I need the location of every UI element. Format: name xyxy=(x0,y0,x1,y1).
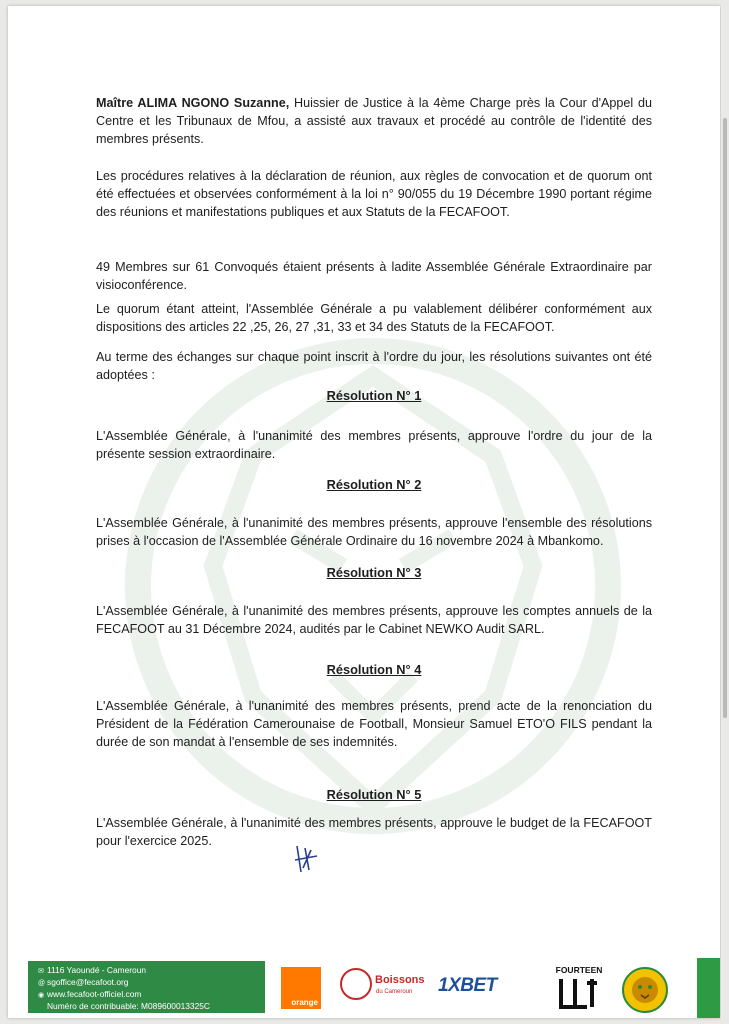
resolutions-intro-paragraph: Au terme des échanges sur chaque point inscrit à l'ordre du jour, les résolutions suivantes ont été adoptées : xyxy=(96,350,652,382)
bailiff-description: Huissier de Justice à la 4ème Charge près la Cour d'Appel du Centre et les Tribunaux de Mfou, a assisté aux travaux et procédé au contrôle de l'identité des membres présents. xyxy=(96,96,653,146)
email-icon: @ xyxy=(38,980,46,987)
green-flag-stripe xyxy=(697,958,720,1018)
boissons-logo-subtext: du Cameroun xyxy=(376,989,413,995)
location-icon: ✉ xyxy=(38,968,44,975)
resolution-5-heading: Résolution N° 5 xyxy=(326,787,422,802)
globe-icon: ◉ xyxy=(38,992,45,999)
address-text: 1116 Yaoundé - Cameroun xyxy=(47,965,147,975)
resolution-4-text: L'Assemblée Générale, à l'unanimité des membres présents, prend acte de la renonciation du Président de la Fédération Camerounaise de Football, Monsieur Samuel ETO'O FILS pendant la durée de son mandat à l'ensemble de ses indemnités. xyxy=(96,699,652,749)
fourteen-logo-text: FOURTEEN xyxy=(555,965,603,975)
address-line xyxy=(38,965,265,977)
attendance-paragraph: 49 Membres sur 61 Convoqués étaient présents à ladite Assemblée Générale Extraordinaire par visioconférence. xyxy=(96,260,652,292)
resolution-2-text: L'Assemblée Générale, à l'unanimité des membres présents, approuve l'ensemble des résolutions prises à l'occasion de l'Assemblée Générale Ordinaire du 16 novembre 2024 à Mbankomo. xyxy=(96,516,652,548)
bailiff-name: Maître ALIMA NGONO Suzanne, xyxy=(96,96,290,110)
orange-logo xyxy=(281,967,321,1009)
boissons-logo-text: Boissons xyxy=(375,974,425,986)
lion-face-icon xyxy=(624,969,666,1011)
website-text[interactable]: www.fecafoot-officiel.com xyxy=(47,989,142,999)
document-page xyxy=(8,6,720,1018)
email-line[interactable] xyxy=(38,977,265,989)
resolution-2-heading: Résolution N° 2 xyxy=(326,477,422,492)
resolution-1-text: L'Assemblée Générale, à l'unanimité des membres présents, approuve l'ordre du jour de la présente session extraordinaire. xyxy=(96,429,652,461)
resolution-3-text: L'Assemblée Générale, à l'unanimité des membres présents, approuve les comptes annuels de la FECAFOOT au 31 Décembre 2024, audités par le Cabinet NEWKO Audit SARL. xyxy=(96,604,652,636)
orange-logo-text: orange xyxy=(291,998,318,1007)
taxpayer-text: Numéro de contribuable: M089600013325C xyxy=(47,1001,210,1011)
resolution-5-text: L'Assemblée Générale, à l'unanimité des membres présents, approuve le budget de la FECAFOOT pour l'exercice 2025. xyxy=(96,816,652,848)
1xbet-logo: 1XBET xyxy=(438,975,497,996)
resolution-1-heading: Résolution N° 1 xyxy=(326,388,422,403)
resolution-4-heading: Résolution N° 4 xyxy=(326,662,422,677)
boissons-du-cameroun-logo xyxy=(340,966,426,1012)
resolution-3-heading: Résolution N° 3 xyxy=(326,565,422,580)
scrollbar-thumb[interactable] xyxy=(723,118,727,718)
taxpayer-line xyxy=(38,1001,265,1012)
procedures-paragraph: Les procédures relatives à la déclaration de réunion, aux règles de convocation et de quorum ont été effectuées et observées conformément à la loi n° 90/055 du 19 Décembre 1990 portant régime des réunions et manifestations publiques et aux Statuts de la FECAFOOT. xyxy=(96,169,652,219)
fecafoot-lion-logo-icon xyxy=(622,967,668,1013)
fourteen-emblem-icon xyxy=(557,977,601,1011)
boissons-emblem-icon xyxy=(340,968,372,1000)
signature-icon xyxy=(291,842,321,876)
website-line[interactable] xyxy=(38,989,265,1001)
footer xyxy=(8,958,720,1018)
lion-watermark-icon xyxy=(103,336,643,836)
fourteen-logo xyxy=(551,965,607,1013)
intro-paragraph xyxy=(96,94,652,148)
quorum-paragraph: Le quorum étant atteint, l'Assemblée Générale a pu valablement délibérer conformément aux dispositions des articles 22 ,25, 26, 27 ,31, 33 et 34 des Statuts de la FECAFOOT. xyxy=(96,302,652,334)
email-text[interactable]: sgoffice@fecafoot.org xyxy=(47,977,129,987)
contact-box xyxy=(28,961,265,1013)
